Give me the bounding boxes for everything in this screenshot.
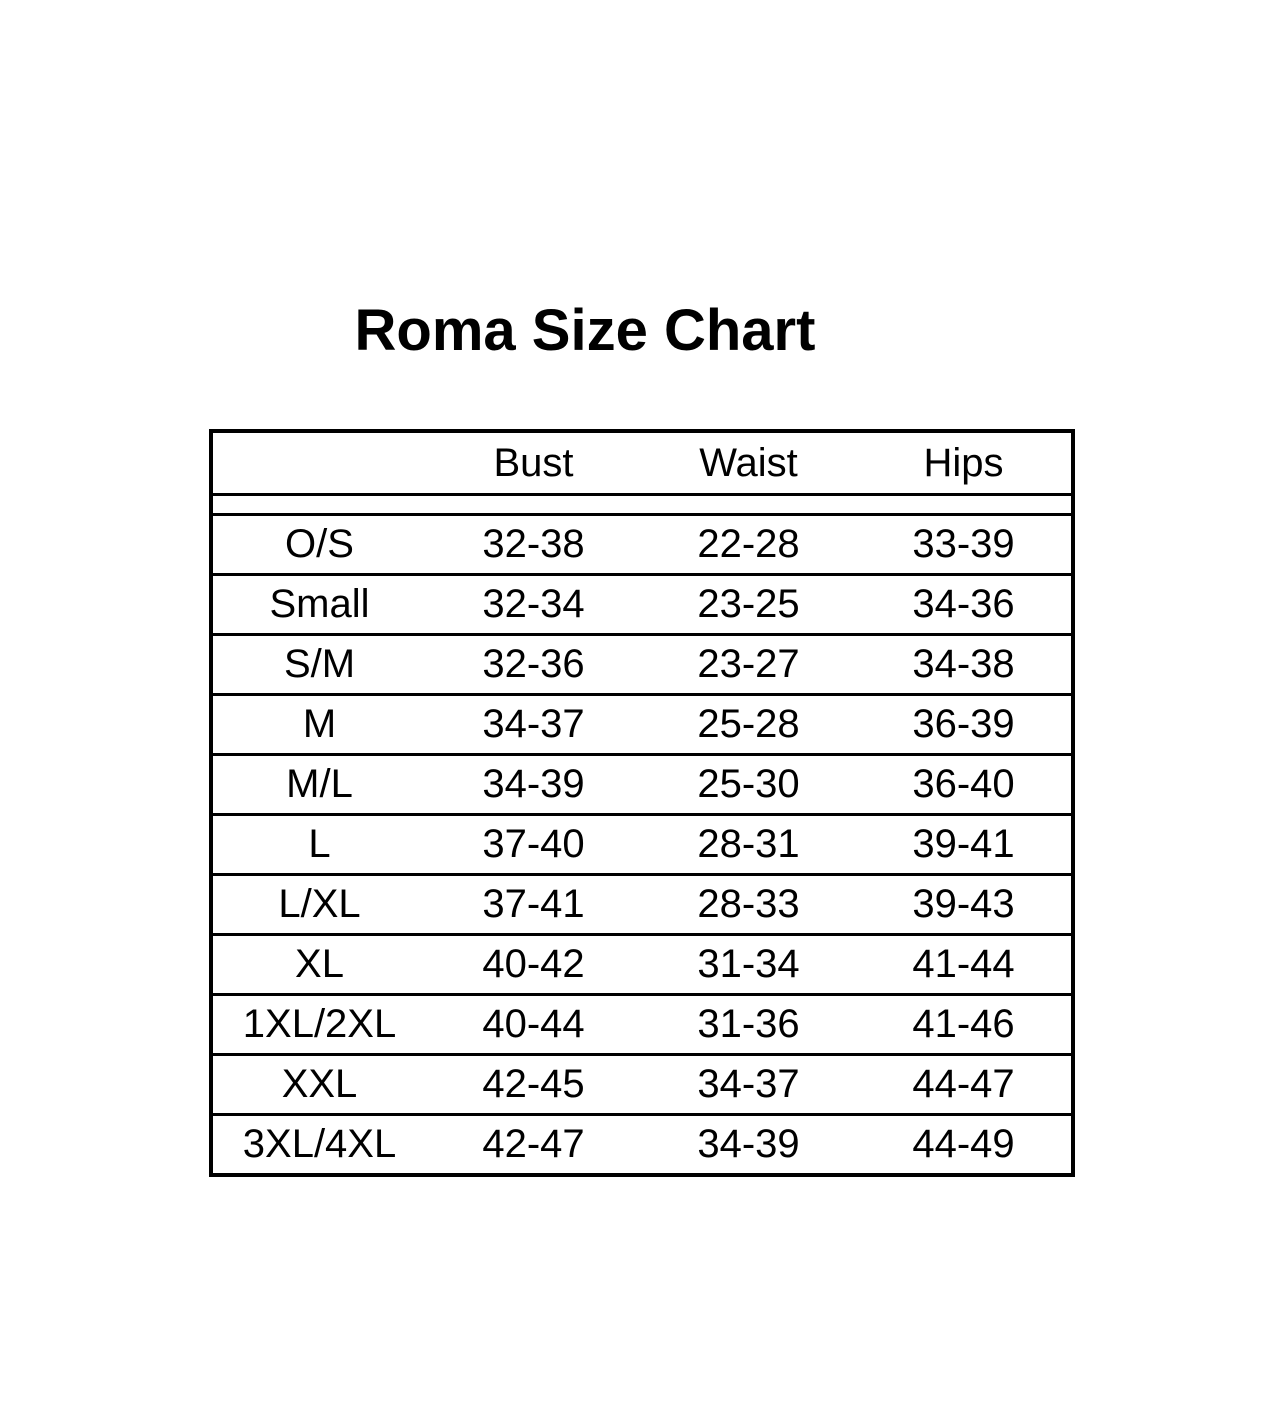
bust-cell: 40-42	[426, 935, 641, 995]
column-header-waist: Waist	[641, 431, 856, 495]
bust-cell: 32-34	[426, 575, 641, 635]
table-row	[211, 515, 1073, 575]
bust-cell: 32-38	[426, 515, 641, 575]
size-cell: L/XL	[211, 875, 426, 935]
table-header-row	[211, 431, 1073, 495]
header-spacer-row	[211, 495, 1073, 515]
column-header-bust: Bust	[426, 431, 641, 495]
size-chart-table	[209, 429, 1075, 1177]
bust-cell: 37-41	[426, 875, 641, 935]
size-cell: S/M	[211, 635, 426, 695]
size-cell: XXL	[211, 1055, 426, 1115]
hips-cell: 44-49	[912, 1122, 1015, 1166]
table-row	[211, 695, 1073, 755]
hips-cell: 33-39	[856, 515, 1073, 575]
waist-cell: 25-30	[641, 755, 856, 815]
column-header-size	[211, 431, 426, 495]
size-cell: L	[211, 815, 426, 875]
hips-cell: 36-39	[856, 695, 1073, 755]
waist-cell: 25-28	[641, 695, 856, 755]
waist-cell: 23-25	[641, 575, 856, 635]
waist-cell: 34-37	[641, 1055, 856, 1115]
table-row	[211, 935, 1073, 995]
table-row	[211, 1115, 1073, 1176]
hips-cell: 39-41	[856, 815, 1073, 875]
table-row	[211, 1055, 1073, 1115]
bust-cell: 32-36	[426, 635, 641, 695]
size-cell: M/L	[211, 755, 426, 815]
hips-cell: 36-40	[856, 755, 1073, 815]
size-cell: XL	[211, 935, 426, 995]
bust-cell: 40-44	[426, 995, 641, 1055]
size-cell: Small	[211, 575, 426, 635]
size-cell: O/S	[211, 515, 426, 575]
size-cell: 3XL/4XL	[242, 1122, 397, 1166]
table-row	[211, 815, 1073, 875]
table-row	[211, 995, 1073, 1055]
header-spacer	[211, 495, 1073, 515]
waist-cell: 31-36	[641, 995, 856, 1055]
bust-cell: 42-47	[482, 1122, 585, 1166]
size-cell: M	[211, 695, 426, 755]
hips-cell: 34-38	[856, 635, 1073, 695]
waist-cell: 34-39	[697, 1122, 800, 1166]
waist-cell: 28-31	[641, 815, 856, 875]
waist-cell: 23-27	[641, 635, 856, 695]
waist-cell: 28-33	[641, 875, 856, 935]
bust-cell: 37-40	[426, 815, 641, 875]
hips-cell: 41-46	[856, 995, 1073, 1055]
table-row	[211, 575, 1073, 635]
waist-cell: 31-34	[641, 935, 856, 995]
bust-cell: 34-37	[426, 695, 641, 755]
size-cell: 1XL/2XL	[211, 995, 426, 1055]
hips-cell: 44-47	[856, 1055, 1073, 1115]
hips-cell: 34-36	[856, 575, 1073, 635]
bust-cell: 42-45	[426, 1055, 641, 1115]
table-row	[211, 755, 1073, 815]
hips-cell: 39-43	[856, 875, 1073, 935]
bust-cell: 34-39	[426, 755, 641, 815]
table-row	[211, 635, 1073, 695]
column-header-hips: Hips	[856, 431, 1073, 495]
hips-cell: 41-44	[856, 935, 1073, 995]
page-title: Roma Size Chart	[354, 298, 816, 363]
table-row	[211, 875, 1073, 935]
waist-cell: 22-28	[641, 515, 856, 575]
